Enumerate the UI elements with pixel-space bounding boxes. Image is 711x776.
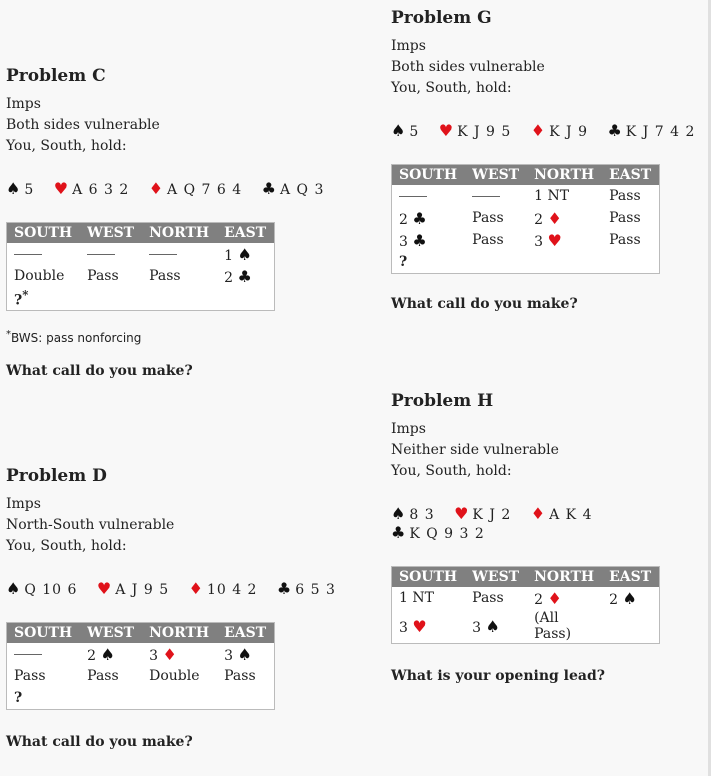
header-north: NORTH bbox=[527, 165, 602, 186]
auction-header bbox=[392, 567, 660, 588]
spade-icon: ♠ bbox=[237, 644, 252, 664]
auction-table bbox=[391, 164, 660, 274]
footnote-marker: * bbox=[22, 288, 29, 302]
auction-row bbox=[7, 643, 275, 665]
bid-west: Pass bbox=[87, 668, 119, 684]
header-east: EAST bbox=[217, 623, 275, 644]
header-east: EAST bbox=[217, 223, 275, 244]
hold-label: You, South, hold: bbox=[391, 80, 512, 96]
spades-holding: 8 3 bbox=[409, 507, 435, 523]
spades-holding: Q 10 6 bbox=[24, 582, 78, 598]
bid-north: Pass bbox=[149, 268, 181, 284]
auction-row bbox=[392, 207, 660, 229]
bid-question: ?* bbox=[14, 288, 29, 309]
diamond-icon: ♦ bbox=[547, 588, 562, 608]
footnote: *BWS: pass nonforcing bbox=[6, 328, 142, 345]
auction-row bbox=[7, 287, 275, 310]
bid-west: 3 ♠ bbox=[472, 616, 500, 636]
hearts-holding: A 6 3 2 bbox=[72, 182, 130, 198]
spades-holding: 5 bbox=[409, 124, 420, 140]
question: What call do you make? bbox=[6, 734, 193, 750]
club-icon: ♣ bbox=[237, 266, 252, 286]
problem-h-title: Problem H bbox=[391, 391, 494, 411]
vulnerability: Neither side vulnerable bbox=[391, 442, 559, 458]
diamonds-holding: A Q 7 6 4 bbox=[167, 182, 243, 198]
auction-row bbox=[392, 185, 660, 207]
clubs-holding: K Q 9 3 2 bbox=[409, 526, 485, 542]
club-icon: ♣ bbox=[276, 579, 293, 598]
bid-west: Pass bbox=[472, 210, 504, 226]
vulnerability: Both sides vulnerable bbox=[6, 117, 160, 133]
auction-row bbox=[7, 243, 275, 265]
bid-south: Pass bbox=[14, 668, 46, 684]
club-icon: ♣ bbox=[391, 523, 407, 542]
spade-icon: ♠ bbox=[237, 244, 252, 264]
auction-row bbox=[392, 229, 660, 251]
auction-row bbox=[7, 687, 275, 710]
header-south: SOUTH bbox=[392, 165, 466, 186]
problem-g bbox=[391, 8, 709, 312]
auction-header bbox=[7, 623, 275, 644]
heart-icon: ♥ bbox=[547, 230, 562, 250]
header-east: EAST bbox=[602, 165, 660, 186]
no-call-dash bbox=[399, 196, 427, 197]
scoring: Imps bbox=[6, 496, 41, 512]
bid-question: ? bbox=[14, 690, 23, 706]
auction-table bbox=[391, 566, 660, 644]
bid-east: Pass bbox=[609, 232, 641, 248]
header-west: WEST bbox=[80, 223, 142, 244]
bid-north: 2 ♦ bbox=[534, 208, 562, 228]
clubs-holding: A Q 3 bbox=[279, 182, 325, 198]
vulnerability: North-South vulnerable bbox=[6, 517, 175, 533]
spade-icon: ♠ bbox=[622, 588, 637, 608]
spade-icon: ♠ bbox=[485, 616, 500, 636]
bid-south: 1 NT bbox=[399, 590, 434, 606]
problem-d bbox=[6, 466, 350, 750]
bid-north: (All Pass) bbox=[534, 610, 572, 642]
header-north: NORTH bbox=[527, 567, 602, 588]
bid-east: Pass bbox=[224, 668, 256, 684]
auction-row bbox=[392, 251, 660, 274]
problem-c-title: Problem C bbox=[6, 66, 106, 86]
header-north: NORTH bbox=[142, 223, 217, 244]
bid-east: 2 ♠ bbox=[609, 588, 637, 608]
bid-west: 2 ♠ bbox=[87, 644, 115, 664]
problem-c bbox=[6, 66, 338, 379]
scoring: Imps bbox=[6, 96, 41, 112]
diamond-icon: ♦ bbox=[162, 644, 177, 664]
spade-icon: ♠ bbox=[100, 644, 115, 664]
question: What call do you make? bbox=[391, 296, 578, 312]
no-call-dash bbox=[14, 654, 42, 655]
clubs-holding: 6 5 3 bbox=[295, 582, 336, 598]
bid-east: 3 ♠ bbox=[224, 644, 252, 664]
problem-d-title: Problem D bbox=[6, 466, 107, 486]
bid-east: 2 ♣ bbox=[224, 266, 252, 286]
bid-north: 3 ♥ bbox=[534, 230, 562, 250]
problem-d-hand bbox=[6, 579, 350, 598]
hearts-holding: K J 2 bbox=[472, 507, 512, 523]
bid-east: 1 ♠ bbox=[224, 244, 252, 264]
diamond-icon: ♦ bbox=[188, 579, 204, 598]
header-east: EAST bbox=[602, 567, 660, 588]
no-call-dash bbox=[472, 196, 500, 197]
clubs-holding: K J 7 4 2 bbox=[625, 124, 696, 140]
heart-icon: ♥ bbox=[438, 121, 455, 140]
hold-label: You, South, hold: bbox=[6, 538, 127, 554]
question: What call do you make? bbox=[6, 362, 193, 379]
auction-row bbox=[7, 265, 275, 287]
problem-g-title: Problem G bbox=[391, 8, 492, 28]
hearts-holding: K J 9 5 bbox=[457, 124, 512, 140]
diamond-icon: ♦ bbox=[547, 208, 562, 228]
diamond-icon: ♦ bbox=[530, 121, 547, 140]
diamond-icon: ♦ bbox=[148, 179, 165, 198]
problem-c-hand bbox=[6, 179, 338, 198]
diamonds-holding: 10 4 2 bbox=[206, 582, 258, 598]
problem-h-hand bbox=[391, 504, 711, 542]
scoring: Imps bbox=[391, 38, 426, 54]
auction-row bbox=[392, 587, 660, 609]
no-call-dash bbox=[14, 254, 42, 255]
spade-icon: ♠ bbox=[6, 579, 22, 598]
heart-icon: ♥ bbox=[96, 579, 113, 598]
bid-west: Pass bbox=[472, 590, 504, 606]
spade-icon: ♠ bbox=[6, 179, 22, 198]
bid-east: Pass bbox=[609, 210, 641, 226]
scoring: Imps bbox=[391, 421, 426, 437]
header-west: WEST bbox=[465, 567, 527, 588]
hearts-holding: A J 9 5 bbox=[115, 582, 170, 598]
heart-icon: ♥ bbox=[454, 504, 470, 523]
header-west: WEST bbox=[465, 165, 527, 186]
header-south: SOUTH bbox=[7, 223, 81, 244]
problem-h-info bbox=[391, 419, 711, 482]
spades-holding: 5 bbox=[24, 182, 35, 198]
problem-c-info bbox=[6, 94, 338, 157]
club-icon: ♣ bbox=[412, 208, 427, 228]
header-north: NORTH bbox=[142, 623, 217, 644]
auction-row bbox=[7, 665, 275, 687]
hold-label: You, South, hold: bbox=[391, 463, 512, 479]
header-south: SOUTH bbox=[7, 623, 81, 644]
bid-east: Pass bbox=[609, 188, 641, 204]
header-west: WEST bbox=[80, 623, 142, 644]
no-call-dash bbox=[149, 254, 177, 255]
bid-south: 3 ♣ bbox=[399, 230, 427, 250]
hold-label: You, South, hold: bbox=[6, 138, 127, 154]
diamonds-holding: A K 4 bbox=[549, 507, 593, 523]
bid-question: ? bbox=[399, 254, 408, 270]
bid-north: Double bbox=[149, 668, 200, 684]
auction-row bbox=[392, 609, 660, 644]
spade-icon: ♠ bbox=[391, 121, 407, 140]
diamonds-holding: K J 9 bbox=[549, 124, 588, 140]
problem-g-hand bbox=[391, 121, 709, 140]
club-icon: ♣ bbox=[261, 179, 277, 198]
header-south: SOUTH bbox=[392, 567, 466, 588]
club-icon: ♣ bbox=[412, 230, 427, 250]
auction-header bbox=[7, 223, 275, 244]
problem-g-info bbox=[391, 36, 709, 99]
bid-north: 3 ♦ bbox=[149, 644, 177, 664]
problem-d-info bbox=[6, 494, 350, 557]
no-call-dash bbox=[87, 254, 115, 255]
bid-north: 2 ♦ bbox=[534, 588, 562, 608]
auction-header bbox=[392, 165, 660, 186]
vulnerability: Both sides vulnerable bbox=[391, 59, 545, 75]
bid-north: 1 NT bbox=[534, 188, 570, 204]
bid-south: 3 ♥ bbox=[399, 616, 427, 636]
diamond-icon: ♦ bbox=[530, 504, 547, 523]
bid-west: Pass bbox=[472, 232, 504, 248]
heart-icon: ♥ bbox=[53, 179, 70, 198]
bid-west: Pass bbox=[87, 268, 119, 284]
spade-icon: ♠ bbox=[391, 504, 407, 523]
bid-south: Double bbox=[14, 268, 65, 284]
heart-icon: ♥ bbox=[412, 616, 427, 636]
auction-table bbox=[6, 222, 275, 311]
problem-h bbox=[391, 391, 711, 684]
auction-table bbox=[6, 622, 275, 710]
question: What is your opening lead? bbox=[391, 668, 605, 684]
club-icon: ♣ bbox=[607, 121, 623, 140]
bid-south: 2 ♣ bbox=[399, 208, 427, 228]
